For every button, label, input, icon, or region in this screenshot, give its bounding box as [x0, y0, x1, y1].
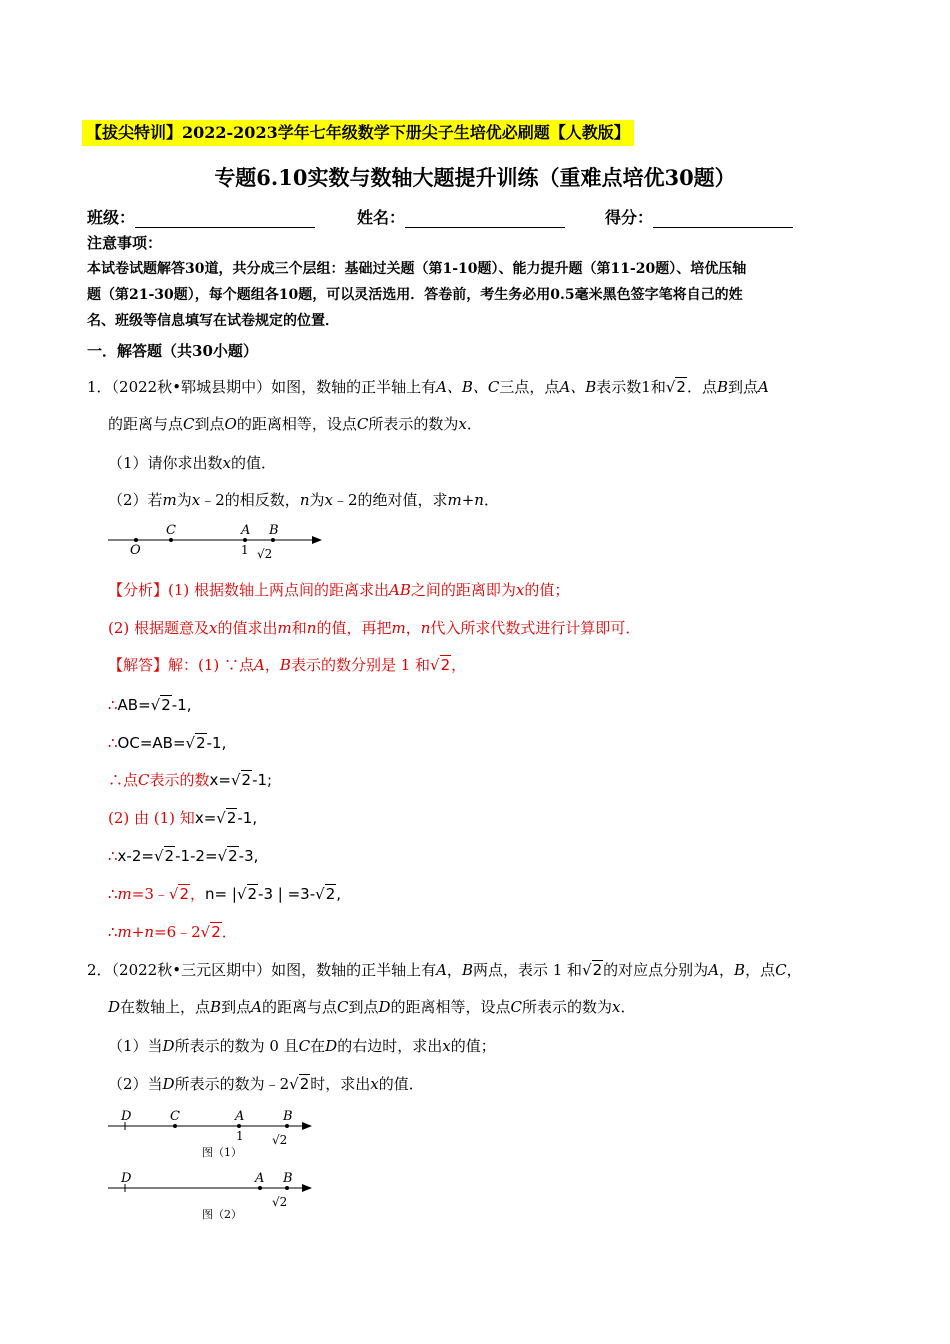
q2-figure-1 [100, 1104, 340, 1164]
text: -1; [252, 771, 273, 789]
text: ∴ [108, 923, 118, 941]
label-a: A [255, 1171, 265, 1186]
text: m [277, 619, 292, 637]
q1-solution-0 [108, 652, 466, 678]
radicand: 2 [228, 847, 238, 865]
text: x [191, 491, 201, 509]
sqrt-symbol: √2 [153, 847, 175, 865]
label-d: D [121, 1171, 132, 1186]
text: 时，求出 [310, 1075, 371, 1093]
text: A [708, 961, 720, 979]
figure-caption: 图（1） [202, 1146, 242, 1159]
text: m+n [447, 491, 484, 509]
text: 的值． [378, 1075, 424, 1093]
text: n [306, 619, 317, 637]
text: C [775, 961, 787, 979]
text: 的对应点分别为 [603, 961, 709, 979]
text: n [299, 491, 310, 509]
text: ﹣2的绝对值，求 [332, 491, 448, 509]
axis-arrow [302, 1122, 312, 1130]
notice-line-1: 本试卷试题解答30道，共分成三个层组：基础过关题（第1-10题）、能力提升题（第11-20题）、培优压轴 [87, 261, 747, 277]
text: 的值； [524, 581, 570, 599]
text: 代入所求代数式进行计算即可． [430, 619, 641, 637]
sqrt-symbol: √2 [168, 885, 190, 903]
text: AB [389, 581, 411, 599]
text: 的值，再把 [316, 619, 392, 637]
radicand: 2 [325, 885, 336, 903]
analysis-tag: 【分析】 [108, 581, 169, 599]
text: D [378, 998, 391, 1016]
text: 和 [291, 619, 307, 637]
tick-one: 1 [241, 543, 249, 557]
text: ﹣2的相反数， [200, 491, 300, 509]
class-field [87, 205, 315, 228]
text: x [222, 454, 232, 472]
text: x-2= [117, 847, 154, 865]
text: D [162, 1037, 175, 1055]
radicand: 2 [440, 656, 451, 674]
page-title: 专题6.10实数与数轴大题提升训练（重难点培优30题） [214, 165, 736, 190]
text: x [324, 491, 333, 509]
label-c: C [166, 523, 176, 538]
q1-solution-2 [108, 730, 226, 756]
text: ， [451, 656, 467, 674]
text: 的值． [231, 454, 277, 472]
q1-solution-3 [108, 767, 272, 793]
text: ∴点 [108, 771, 139, 789]
label-b: B [283, 1171, 293, 1186]
name-label: 姓名： [357, 208, 406, 227]
sqrt-symbol: √2 [665, 378, 686, 396]
text: (1) 根据数轴上两点间的距离求出 [168, 581, 390, 599]
text: 的值； [450, 1037, 496, 1055]
text: 2．（2022秋•三元区期中）如图，数轴的正半轴上有 [87, 961, 437, 979]
sqrt-symbol: √2 [236, 885, 258, 903]
point-b [285, 1124, 289, 1128]
text: 所表示的数为 [368, 415, 459, 433]
text: x [442, 1037, 451, 1055]
text: B [279, 656, 291, 674]
sqrt-symbol: √2 [200, 923, 221, 941]
notice-heading: 注意事项： [87, 234, 163, 252]
tick-root: √2 [272, 1133, 288, 1147]
text: 两点，表示 1 和 [472, 961, 583, 979]
text: 的距离相等，设点 [390, 998, 511, 1016]
text: ． [620, 998, 636, 1016]
q1-solution-1 [108, 692, 192, 718]
text: =3﹣ [131, 885, 169, 903]
sqrt-symbol: √2 [315, 885, 336, 903]
text: D [325, 1037, 338, 1055]
point-a [258, 1186, 262, 1190]
text: 所表示的数为 [521, 998, 612, 1016]
text: 到点 [221, 998, 252, 1016]
text: O [224, 415, 237, 433]
sqrt-symbol: √2 [150, 696, 171, 714]
q2-line-2 [108, 994, 635, 1020]
text: ， [405, 619, 421, 637]
header-banner: 【拔尖特训】2022-2023学年七年级数学下册尖子生培优必刷题【人教版】 [82, 120, 634, 146]
text: ∴ [108, 734, 118, 752]
text: OC=AB= [117, 734, 186, 752]
radicand: 2 [161, 696, 171, 714]
text: x [209, 619, 218, 637]
text: AB= [117, 696, 151, 714]
radicand: 2 [247, 885, 258, 903]
q1-line-1 [87, 374, 769, 400]
sqrt-symbol: √2 [289, 1075, 310, 1093]
text: 在数轴上，点 [120, 998, 211, 1016]
radicand: 2 [592, 961, 603, 979]
text: 到点 [348, 998, 379, 1016]
text: ， [719, 961, 735, 979]
text: ， [190, 885, 206, 903]
point-c [169, 538, 173, 542]
text: D [108, 998, 121, 1016]
text: B [734, 961, 746, 979]
text: -1, [171, 696, 192, 714]
radicand: 2 [179, 885, 190, 903]
text: m [162, 491, 177, 509]
text: 到点 [194, 415, 225, 433]
text: C [336, 998, 349, 1016]
text: 的值求出 [217, 619, 278, 637]
tick-root: √2 [257, 547, 273, 561]
name-blank[interactable] [405, 211, 565, 228]
text: m+n [117, 923, 154, 941]
radicand: 2 [196, 734, 206, 752]
figure-caption: 图（2） [202, 1208, 242, 1221]
text: 为 [309, 491, 325, 509]
label-c: C [170, 1109, 180, 1124]
section-heading: 一．解答题（共30小题） [87, 342, 258, 360]
point-b [271, 538, 275, 542]
q2-part-2 [108, 1071, 424, 1097]
label-d: D [121, 1109, 132, 1124]
text: m [391, 619, 406, 637]
text: x [370, 1075, 379, 1093]
sqrt-symbol: √2 [185, 734, 206, 752]
text: =6﹣2 [154, 923, 201, 941]
text: A [254, 656, 265, 674]
text: 的距离与点 [261, 998, 337, 1016]
text: A、B [559, 378, 597, 396]
q1-analysis-1 [108, 577, 569, 603]
score-label: 得分： [605, 208, 654, 227]
text: A [758, 378, 769, 396]
text: 1．（2022秋•郓城县期中）如图，数轴的正半轴上有 [87, 378, 437, 396]
text: 所表示的数为 0 且 [174, 1037, 299, 1055]
label-b: B [269, 523, 279, 538]
point-a [237, 1124, 241, 1128]
text: ． [466, 415, 482, 433]
text: 表示数1和 [596, 378, 666, 396]
radicand: 2 [299, 1075, 310, 1093]
radicand: 2 [211, 923, 221, 941]
q1-solution-4 [108, 805, 257, 831]
sqrt-symbol: √2 [430, 656, 451, 674]
text: -3 | =3- [258, 885, 316, 903]
text: B [716, 378, 728, 396]
point-o [134, 538, 138, 542]
text: C [298, 1037, 311, 1055]
text: 之间的距离即为 [410, 581, 516, 599]
text: x [458, 415, 467, 433]
text: 所表示的数为﹣2 [174, 1075, 290, 1093]
text: m [117, 885, 132, 903]
text: ． [221, 923, 237, 941]
text: -3, [238, 847, 259, 865]
text: A、B、C [436, 378, 500, 396]
sqrt-symbol: √2 [217, 847, 238, 865]
text: （1）请你求出数 [108, 454, 223, 472]
label-a: A [235, 1109, 245, 1124]
text: x= [194, 809, 217, 827]
text: A [436, 961, 447, 979]
score-blank[interactable] [653, 211, 793, 228]
class-label: 班级： [87, 208, 136, 227]
tick-one: 1 [236, 1129, 244, 1143]
text: ∴ [108, 885, 118, 903]
axis-arrow [302, 1184, 312, 1192]
text: ， [264, 656, 280, 674]
q1-solution-6 [108, 881, 341, 907]
text: -1-2= [175, 847, 218, 865]
text: ∴ [108, 696, 118, 714]
q1-line-2 [108, 411, 482, 437]
text: 表示的数 [149, 771, 210, 789]
tick-root: √2 [272, 1195, 288, 1209]
text: （1）当 [108, 1037, 163, 1055]
name-field [357, 205, 565, 228]
q2-line-1 [87, 957, 802, 983]
class-blank[interactable] [135, 211, 315, 228]
text: C [183, 415, 195, 433]
text: 在 [310, 1037, 326, 1055]
text: 解：(1) ∵点 [168, 656, 255, 674]
text: ．点 [686, 378, 717, 396]
axis-arrow [312, 536, 322, 544]
label-a: A [241, 523, 251, 538]
text: 的右边时，求出 [337, 1037, 443, 1055]
text: ∴ [108, 847, 118, 865]
point-a [243, 538, 247, 542]
sqrt-symbol: √2 [230, 771, 252, 789]
sqrt-symbol: √2 [216, 809, 237, 827]
radicand: 2 [676, 378, 686, 396]
text: C [510, 998, 522, 1016]
q1-number-line [100, 520, 340, 565]
text: C [138, 771, 150, 789]
text: ，点 [745, 961, 776, 979]
radicand: 2 [241, 771, 252, 789]
q1-solution-7 [108, 919, 237, 945]
text: ， [446, 961, 462, 979]
label-o: O [130, 543, 141, 558]
text: (2) 由 (1) 知 [108, 809, 195, 827]
text: ． [483, 491, 499, 509]
text: ， [786, 961, 802, 979]
q1-solution-5 [108, 843, 258, 869]
text: n [420, 619, 431, 637]
text: B [210, 998, 222, 1016]
text: A [251, 998, 262, 1016]
notice-line-2: 题（第21-30题），每个题组各10题，可以灵活选用．答卷前，考生务必用0.5毫米黑色签字笔将自己的姓 [87, 287, 743, 303]
text: x [515, 581, 525, 599]
text: （2）当 [108, 1075, 163, 1093]
text: 为 [176, 491, 192, 509]
text: 三点，点 [499, 378, 560, 396]
text: (2) 根据题意及 [108, 619, 210, 637]
text: x= [209, 771, 231, 789]
text: 到点 [728, 378, 759, 396]
text: 的距离相等，设点 [236, 415, 357, 433]
point-c [173, 1124, 177, 1128]
text: 的距离与点 [108, 415, 184, 433]
text: C [356, 415, 369, 433]
label-b: B [283, 1109, 293, 1124]
text: B [461, 961, 473, 979]
text: （2）若 [108, 491, 163, 509]
text: -1, [206, 734, 227, 752]
solution-tag: 【解答】 [108, 656, 169, 674]
notice-line-3: 名、班级等信息填写在试卷规定的位置． [87, 313, 339, 329]
q2-figure-2 [100, 1166, 340, 1226]
text: , [336, 885, 342, 903]
text: x [612, 998, 621, 1016]
sqrt-symbol: √2 [582, 961, 603, 979]
radicand: 2 [226, 809, 237, 827]
q1-part-2 [108, 487, 499, 513]
radicand: 2 [164, 847, 175, 865]
q1-part-1 [108, 450, 276, 476]
text: -1, [237, 809, 258, 827]
text: 表示的数分别是 1 和 [290, 656, 431, 674]
q2-part-1 [108, 1033, 496, 1059]
text: D [162, 1075, 175, 1093]
score-field [605, 205, 793, 228]
point-b [285, 1186, 289, 1190]
text: n= | [205, 885, 237, 903]
q1-analysis-2 [108, 615, 640, 641]
